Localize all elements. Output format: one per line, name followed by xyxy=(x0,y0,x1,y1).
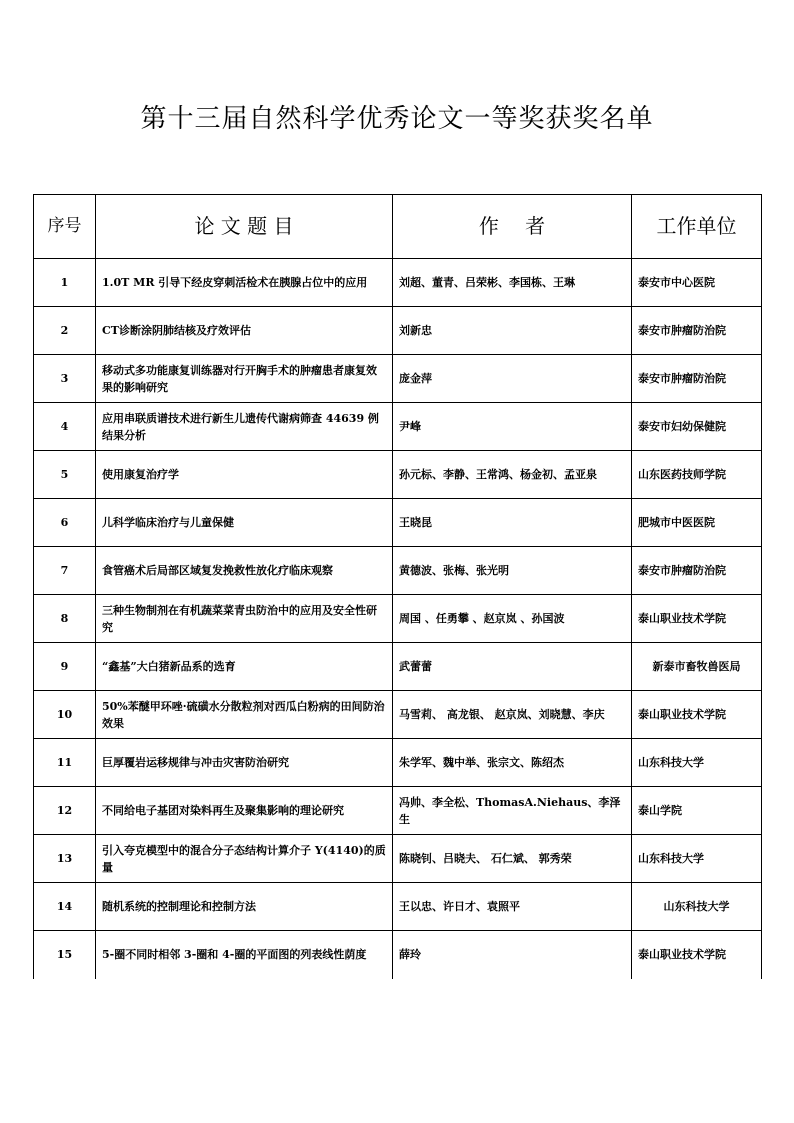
table-row xyxy=(34,835,762,883)
cell-title: 不同给电子基团对染料再生及聚集影响的理论研究 xyxy=(96,787,393,835)
cell-unit: 肥城市中医医院 xyxy=(632,499,762,547)
cell-unit: 泰山职业技术学院 xyxy=(632,595,762,643)
cell-no: 11 xyxy=(34,739,96,787)
table-row xyxy=(34,739,762,787)
cell-author: 刘新忠 xyxy=(393,307,632,355)
cell-unit: 新泰市畜牧兽医局 xyxy=(632,643,762,691)
cell-title: 食管癌术后局部区域复发挽救性放化疗临床观察 xyxy=(96,547,393,595)
cell-author: 朱学军、魏中举、张宗文、陈绍杰 xyxy=(393,739,632,787)
cell-unit: 泰山学院 xyxy=(632,787,762,835)
header-no: 序号 xyxy=(34,195,96,259)
cell-title: 三种生物制剂在有机蔬菜菜青虫防治中的应用及安全性研究 xyxy=(96,595,393,643)
header-unit: 工作单位 xyxy=(632,195,762,259)
cell-title: “鑫基”大白猪新品系的选育 xyxy=(96,643,393,691)
cell-title: 使用康复治疗学 xyxy=(96,451,393,499)
cell-author: 尹峰 xyxy=(393,403,632,451)
table-row xyxy=(34,451,762,499)
table-row xyxy=(34,691,762,739)
header-author: 作 者 xyxy=(393,195,632,259)
cell-no: 8 xyxy=(34,595,96,643)
cell-no: 15 xyxy=(34,931,96,979)
cell-unit: 泰安市肿瘤防治院 xyxy=(632,355,762,403)
cell-no: 14 xyxy=(34,883,96,931)
cell-author: 王以忠、许日才、袁照平 xyxy=(393,883,632,931)
table-row xyxy=(34,355,762,403)
table-row xyxy=(34,787,762,835)
cell-title: 1.0T MR 引导下经皮穿刺活检术在胰腺占位中的应用 xyxy=(96,259,393,307)
cell-title: 应用串联质谱技术进行新生儿遗传代谢病筛查 44639 例结果分析 xyxy=(96,403,393,451)
table-row xyxy=(34,931,762,979)
table-row xyxy=(34,547,762,595)
cell-no: 1 xyxy=(34,259,96,307)
cell-unit: 泰安市肿瘤防治院 xyxy=(632,547,762,595)
cell-no: 4 xyxy=(34,403,96,451)
cell-author: 武蕾蕾 xyxy=(393,643,632,691)
cell-no: 10 xyxy=(34,691,96,739)
table-row xyxy=(34,595,762,643)
cell-title: 5-圈不同时相邻 3-圈和 4-圈的平面图的列表线性荫度 xyxy=(96,931,393,979)
cell-no: 5 xyxy=(34,451,96,499)
cell-author: 冯帅、李全松、ThomasA.Niehaus、李泽生 xyxy=(393,787,632,835)
cell-author: 马雪莉、 高龙银、 赵京岚、刘晓慧、李庆 xyxy=(393,691,632,739)
cell-unit: 山东医药技师学院 xyxy=(632,451,762,499)
cell-author: 周国 、任勇攀 、赵京岚 、孙国波 xyxy=(393,595,632,643)
cell-author: 刘超、董青、吕荣彬、李国栋、王琳 xyxy=(393,259,632,307)
cell-unit: 山东科技大学 xyxy=(632,835,762,883)
cell-author: 黄德波、张梅、张光明 xyxy=(393,547,632,595)
cell-no: 2 xyxy=(34,307,96,355)
cell-no: 7 xyxy=(34,547,96,595)
page-title: 第十三届自然科学优秀论文一等奖获奖名单 xyxy=(140,104,654,134)
cell-title: 50%苯醚甲环唑·硫磺水分散粒剂对西瓜白粉病的田间防治效果 xyxy=(96,691,393,739)
table-row xyxy=(34,307,762,355)
table-row xyxy=(34,259,762,307)
cell-no: 13 xyxy=(34,835,96,883)
cell-no: 3 xyxy=(34,355,96,403)
table-row xyxy=(34,499,762,547)
cell-unit: 山东科技大学 xyxy=(632,739,762,787)
cell-author: 薛玲 xyxy=(393,931,632,979)
table-header-row xyxy=(34,195,762,259)
table-row xyxy=(34,883,762,931)
cell-no: 12 xyxy=(34,787,96,835)
cell-title: 巨厚覆岩运移规律与冲击灾害防治研究 xyxy=(96,739,393,787)
cell-unit: 泰山职业技术学院 xyxy=(632,931,762,979)
cell-unit: 泰安市肿瘤防治院 xyxy=(632,307,762,355)
award-table xyxy=(33,194,762,979)
cell-unit: 山东科技大学 xyxy=(632,883,762,931)
table-row xyxy=(34,403,762,451)
cell-title: 引入夸克模型中的混合分子态结构计算介子 Y(4140)的质量 xyxy=(96,835,393,883)
header-title: 论 文 题 目 xyxy=(96,195,393,259)
cell-no: 6 xyxy=(34,499,96,547)
cell-title: 移动式多功能康复训练器对行开胸手术的肿瘤患者康复效果的影响研究 xyxy=(96,355,393,403)
cell-title: 随机系统的控制理论和控制方法 xyxy=(96,883,393,931)
cell-author: 庞金萍 xyxy=(393,355,632,403)
cell-author: 陈晓钊、吕晓夫、 石仁斌、 郭秀荣 xyxy=(393,835,632,883)
cell-author: 孙元标、李静、王常鸿、杨金初、孟亚泉 xyxy=(393,451,632,499)
cell-unit: 泰山职业技术学院 xyxy=(632,691,762,739)
table-row xyxy=(34,643,762,691)
cell-title: 儿科学临床治疗与儿童保健 xyxy=(96,499,393,547)
cell-no: 9 xyxy=(34,643,96,691)
cell-author: 王晓昆 xyxy=(393,499,632,547)
cell-title: CT诊断涂阴肺结核及疗效评估 xyxy=(96,307,393,355)
cell-unit: 泰安市妇幼保健院 xyxy=(632,403,762,451)
cell-unit: 泰安市中心医院 xyxy=(632,259,762,307)
